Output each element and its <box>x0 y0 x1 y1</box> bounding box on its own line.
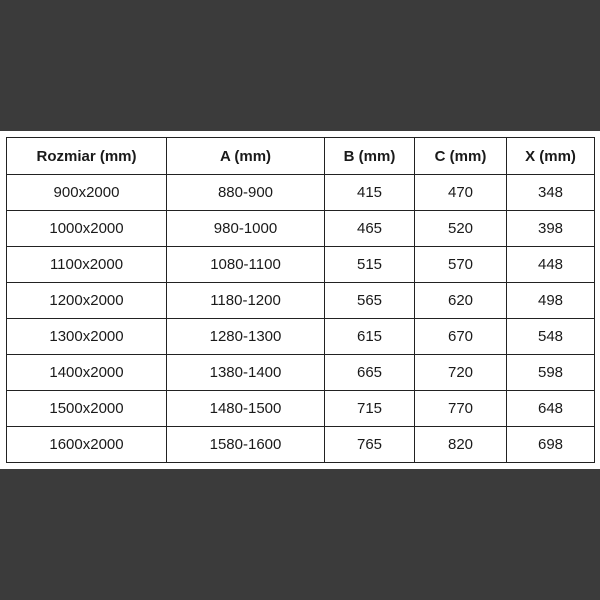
cell-a: 1080-1100 <box>167 247 325 283</box>
cell-a: 1480-1500 <box>167 391 325 427</box>
cell-rozmiar: 1300x2000 <box>7 319 167 355</box>
table-row <box>7 355 595 391</box>
cell-c: 620 <box>415 283 507 319</box>
cell-c: 570 <box>415 247 507 283</box>
cell-rozmiar: 1500x2000 <box>7 391 167 427</box>
header-row <box>7 138 595 175</box>
cell-x: 498 <box>507 283 595 319</box>
cell-b: 565 <box>325 283 415 319</box>
cell-x: 698 <box>507 427 595 463</box>
cell-a: 1580-1600 <box>167 427 325 463</box>
cell-a: 880-900 <box>167 175 325 211</box>
header-c: C (mm) <box>415 138 507 175</box>
cell-a: 980-1000 <box>167 211 325 247</box>
cell-c: 820 <box>415 427 507 463</box>
table-row <box>7 175 595 211</box>
header-b: B (mm) <box>325 138 415 175</box>
cell-x: 348 <box>507 175 595 211</box>
cell-b: 665 <box>325 355 415 391</box>
cell-b: 715 <box>325 391 415 427</box>
header-rozmiar: Rozmiar (mm) <box>7 138 167 175</box>
cell-c: 770 <box>415 391 507 427</box>
cell-b: 515 <box>325 247 415 283</box>
table-row <box>7 427 595 463</box>
header-x: X (mm) <box>507 138 595 175</box>
cell-rozmiar: 1200x2000 <box>7 283 167 319</box>
cell-rozmiar: 900x2000 <box>7 175 167 211</box>
cell-c: 470 <box>415 175 507 211</box>
dimensions-table <box>6 137 595 463</box>
cell-x: 448 <box>507 247 595 283</box>
table-row <box>7 391 595 427</box>
cell-c: 520 <box>415 211 507 247</box>
cell-rozmiar: 1600x2000 <box>7 427 167 463</box>
cell-c: 670 <box>415 319 507 355</box>
cell-x: 598 <box>507 355 595 391</box>
cell-b: 415 <box>325 175 415 211</box>
cell-x: 648 <box>507 391 595 427</box>
table-row <box>7 211 595 247</box>
cell-rozmiar: 1100x2000 <box>7 247 167 283</box>
cell-b: 615 <box>325 319 415 355</box>
table-row <box>7 283 595 319</box>
cell-b: 465 <box>325 211 415 247</box>
cell-a: 1180-1200 <box>167 283 325 319</box>
cell-c: 720 <box>415 355 507 391</box>
cell-x: 548 <box>507 319 595 355</box>
header-a: A (mm) <box>167 138 325 175</box>
cell-a: 1380-1400 <box>167 355 325 391</box>
cell-b: 765 <box>325 427 415 463</box>
table-row <box>7 247 595 283</box>
cell-x: 398 <box>507 211 595 247</box>
table-row <box>7 319 595 355</box>
table-panel <box>0 131 600 469</box>
cell-rozmiar: 1000x2000 <box>7 211 167 247</box>
cell-rozmiar: 1400x2000 <box>7 355 167 391</box>
table-header <box>7 138 595 175</box>
table-body <box>7 175 595 463</box>
cell-a: 1280-1300 <box>167 319 325 355</box>
